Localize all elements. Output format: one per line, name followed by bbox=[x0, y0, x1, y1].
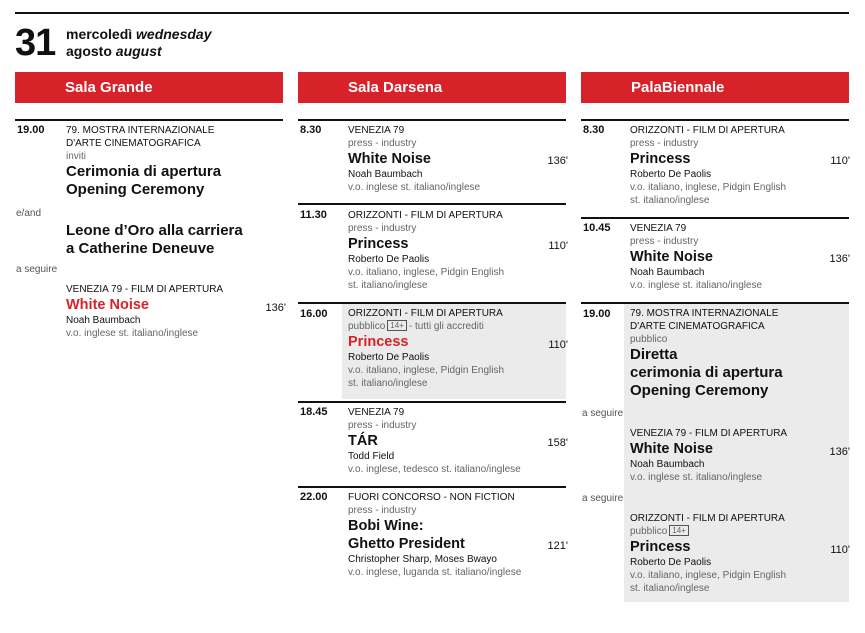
section-label: ORIZZONTI - FILM DI APERTURA bbox=[630, 125, 785, 136]
film-director: Roberto De Paolis bbox=[630, 169, 712, 180]
pala-rule bbox=[581, 119, 849, 121]
darsena-screening bbox=[348, 209, 568, 292]
month-line bbox=[66, 43, 162, 59]
section-label: VENEZIA 79 bbox=[630, 223, 687, 234]
award-title: a Catherine Deneuve bbox=[66, 240, 215, 257]
venue-sala-grande: Sala Grande bbox=[15, 72, 283, 103]
film-director: Noah Baumbach bbox=[348, 169, 423, 180]
film-title: TÁR bbox=[348, 433, 378, 449]
month-it: agosto bbox=[66, 43, 112, 59]
access-label bbox=[348, 320, 568, 333]
access-label: press - industry bbox=[348, 223, 417, 234]
age-badge: 14+ bbox=[387, 320, 407, 331]
weekday-en: wednesday bbox=[136, 26, 212, 42]
darsena-screening bbox=[348, 491, 568, 579]
access-text: pubblico bbox=[348, 321, 386, 332]
film-language: v.o. italiano, inglese, Pidgin English bbox=[348, 365, 505, 376]
venue-palabiennale: PalaBiennale bbox=[581, 72, 849, 103]
then-label: a seguire bbox=[582, 493, 624, 504]
pala-film-1 bbox=[630, 427, 850, 484]
film-duration: 110' bbox=[548, 240, 568, 252]
film-title: Princess bbox=[630, 151, 691, 167]
film-title: White Noise bbox=[348, 151, 431, 167]
sala-grande-ceremony bbox=[66, 124, 286, 199]
darsena-rule bbox=[298, 203, 566, 205]
and-label: e/and bbox=[16, 208, 42, 219]
pala-time: 19.00 bbox=[583, 308, 611, 320]
month-en: august bbox=[115, 43, 162, 59]
film-title: White Noise bbox=[630, 441, 713, 457]
film-language: v.o. inglese st. italiano/inglese bbox=[630, 280, 763, 291]
darsena-time: 22.00 bbox=[300, 491, 328, 503]
darsena-screening bbox=[348, 307, 568, 390]
section-label: ORIZZONTI - FILM DI APERTURA bbox=[348, 308, 503, 319]
darsena-rule bbox=[298, 486, 566, 488]
access-label: press - industry bbox=[630, 138, 699, 149]
film-director: Noah Baumbach bbox=[66, 315, 141, 326]
award-title: Leone d’Oro alla carriera bbox=[66, 222, 243, 239]
film-language: v.o. italiano, inglese, Pidgin English bbox=[630, 182, 787, 193]
pala-ceremony bbox=[630, 307, 850, 400]
section-label: VENEZIA 79 - FILM DI APERTURA bbox=[630, 428, 788, 439]
section-label: VENEZIA 79 bbox=[348, 125, 405, 136]
weekday-line bbox=[66, 26, 212, 42]
film-title: Princess bbox=[348, 236, 409, 252]
day-number: 31 bbox=[15, 22, 56, 64]
film-duration: 136' bbox=[547, 155, 568, 167]
event-title: Opening Ceremony bbox=[630, 382, 769, 399]
section-label: D'ARTE CINEMATOGRAFICA bbox=[66, 138, 201, 149]
section-label: D'ARTE CINEMATOGRAFICA bbox=[630, 321, 765, 332]
darsena-time: 11.30 bbox=[300, 209, 327, 221]
darsena-rule bbox=[298, 119, 566, 121]
film-title: Bobi Wine: bbox=[348, 518, 424, 534]
darsena-time: 18.45 bbox=[300, 406, 328, 418]
film-language: v.o. inglese st. italiano/inglese bbox=[66, 328, 199, 339]
age-badge: 14+ bbox=[669, 525, 689, 536]
film-director: Noah Baumbach bbox=[630, 267, 705, 278]
access-label: press - industry bbox=[348, 138, 417, 149]
film-language: v.o. inglese, tedesco st. italiano/inglese bbox=[348, 464, 521, 475]
section-label: ORIZZONTI - FILM DI APERTURA bbox=[630, 513, 785, 524]
film-language: v.o. inglese st. italiano/inglese bbox=[348, 182, 481, 193]
access-text: pubblico bbox=[630, 526, 668, 537]
pala-screening bbox=[630, 124, 850, 207]
film-director: Todd Field bbox=[348, 451, 395, 462]
film-director: Noah Baumbach bbox=[630, 459, 705, 470]
film-duration: 136' bbox=[265, 302, 286, 314]
pala-film-2 bbox=[630, 512, 850, 595]
section-label: VENEZIA 79 - FILM DI APERTURA bbox=[66, 284, 224, 295]
film-duration: 158' bbox=[547, 437, 568, 449]
then-label: a seguire bbox=[16, 264, 58, 275]
film-duration: 136' bbox=[829, 446, 850, 458]
film-duration: 110' bbox=[548, 339, 568, 351]
darsena-rule bbox=[298, 401, 566, 403]
film-director: Roberto De Paolis bbox=[348, 254, 430, 265]
darsena-time: 16.00 bbox=[300, 308, 328, 320]
section-label: ORIZZONTI - FILM DI APERTURA bbox=[348, 210, 503, 221]
sala-grande-award bbox=[66, 222, 286, 258]
venue-sala-darsena: Sala Darsena bbox=[298, 72, 566, 103]
event-title: Opening Ceremony bbox=[66, 181, 205, 198]
sala-grande-time: 19.00 bbox=[17, 124, 45, 136]
access-label bbox=[630, 525, 850, 538]
sala-grande-film bbox=[66, 283, 286, 340]
darsena-screening bbox=[348, 124, 568, 194]
film-subtitles: st. italiano/inglese bbox=[348, 378, 428, 389]
film-director: Roberto De Paolis bbox=[630, 557, 712, 568]
header-rule bbox=[15, 12, 849, 14]
pala-time: 8.30 bbox=[583, 124, 605, 136]
access-extra: - tutti gli accrediti bbox=[408, 321, 484, 332]
sala-grande-rule bbox=[15, 119, 283, 121]
pala-rule bbox=[581, 217, 849, 219]
film-language: v.o. italiano, inglese, Pidgin English bbox=[630, 570, 787, 581]
film-director: Roberto De Paolis bbox=[348, 352, 430, 363]
film-title-line2: Ghetto President bbox=[348, 536, 465, 552]
film-director: Christopher Sharp, Moses Bwayo bbox=[348, 554, 497, 565]
event-title: Diretta bbox=[630, 346, 678, 363]
then-label: a seguire bbox=[582, 408, 624, 419]
section-label: 79. MOSTRA INTERNAZIONALE bbox=[630, 308, 779, 319]
film-duration: 110' bbox=[830, 155, 850, 167]
access-label: inviti bbox=[66, 151, 87, 162]
film-subtitles: st. italiano/inglese bbox=[630, 583, 710, 594]
access-label: press - industry bbox=[348, 505, 417, 516]
section-label: 79. MOSTRA INTERNAZIONALE bbox=[66, 125, 215, 136]
film-subtitles: st. italiano/inglese bbox=[630, 195, 710, 206]
film-subtitles: st. italiano/inglese bbox=[348, 280, 428, 291]
event-title: Cerimonia di apertura bbox=[66, 163, 222, 180]
pala-time: 10.45 bbox=[583, 222, 611, 234]
film-title: White Noise bbox=[630, 249, 713, 265]
access-label: press - industry bbox=[348, 420, 417, 431]
event-title: cerimonia di apertura bbox=[630, 364, 783, 381]
film-language: v.o. inglese, luganda st. italiano/inglese bbox=[348, 567, 522, 578]
section-label: FUORI CONCORSO - NON FICTION bbox=[348, 492, 515, 503]
film-title: White Noise bbox=[66, 297, 149, 313]
section-label: VENEZIA 79 bbox=[348, 407, 405, 418]
film-language: v.o. italiano, inglese, Pidgin English bbox=[348, 267, 505, 278]
access-label: press - industry bbox=[630, 236, 699, 247]
film-duration: 110' bbox=[830, 544, 850, 556]
film-duration: 136' bbox=[829, 253, 850, 265]
darsena-time: 8.30 bbox=[300, 124, 322, 136]
film-language: v.o. inglese st. italiano/inglese bbox=[630, 472, 763, 483]
film-title: Princess bbox=[348, 334, 409, 350]
film-title: Princess bbox=[630, 539, 691, 555]
pala-screening bbox=[630, 222, 850, 292]
access-label: pubblico bbox=[630, 334, 668, 345]
film-duration: 121' bbox=[547, 540, 568, 552]
weekday-it: mercoledì bbox=[66, 26, 133, 42]
darsena-screening bbox=[348, 406, 568, 476]
